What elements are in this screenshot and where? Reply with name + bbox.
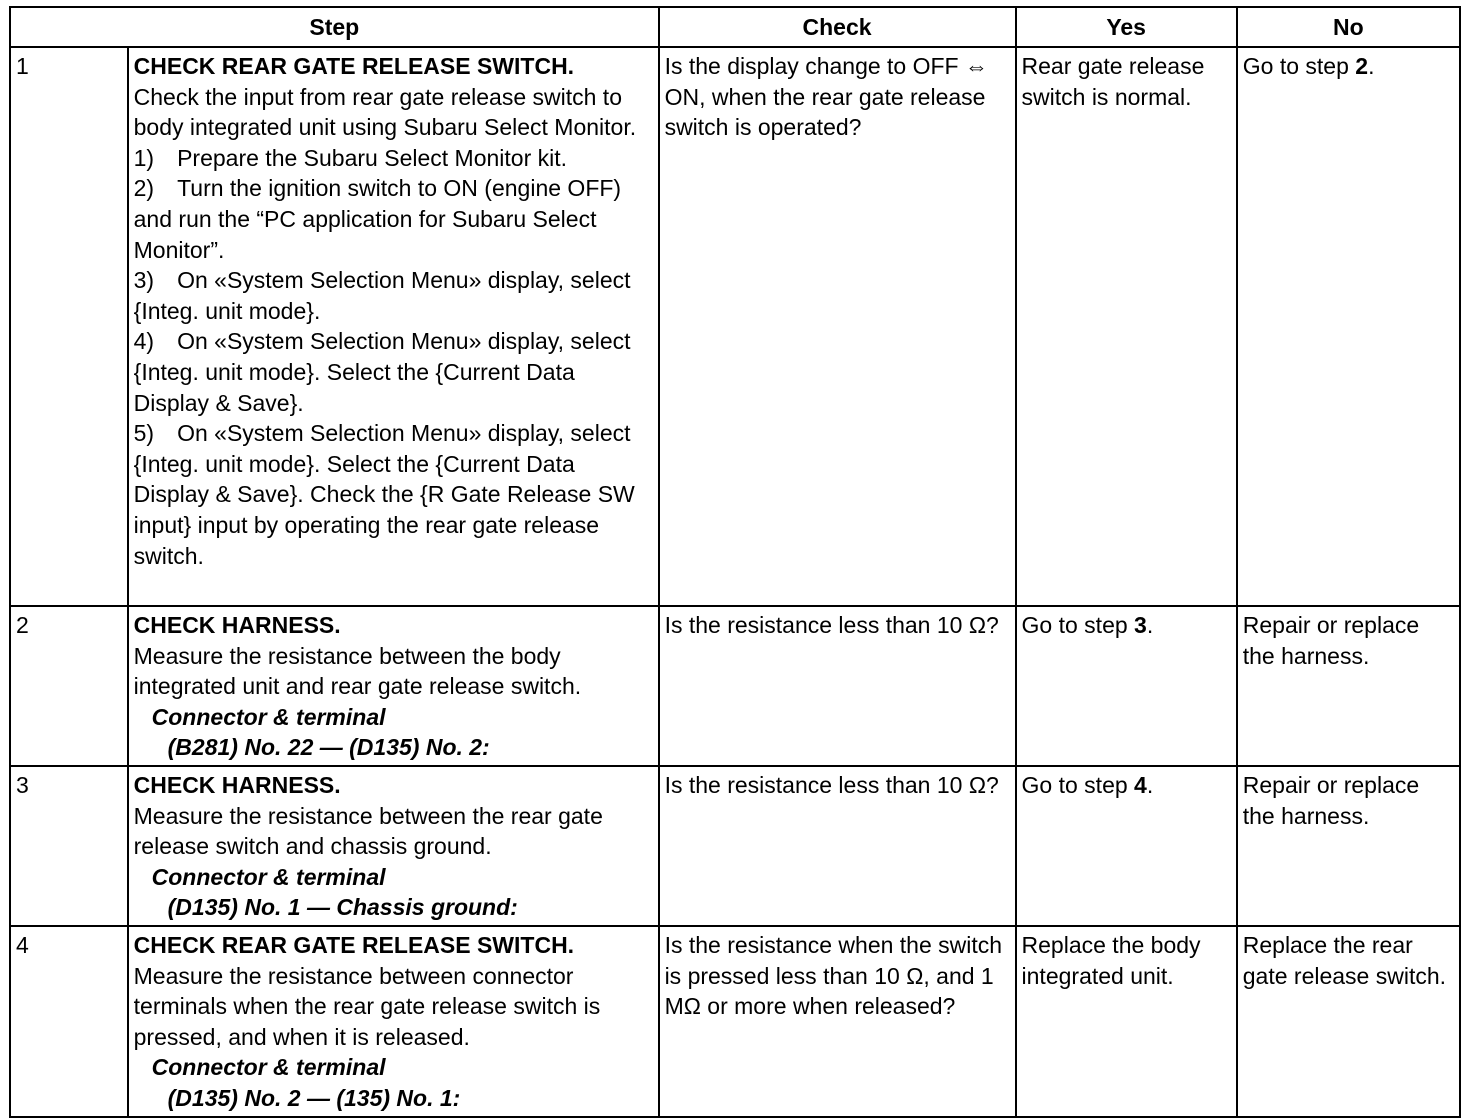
yes-text-end: .: [1146, 612, 1154, 638]
step-reference: 4: [1134, 771, 1147, 798]
header-step: Step: [10, 7, 659, 47]
no-text-end: .: [1368, 53, 1375, 79]
step-number: 4: [10, 926, 128, 1117]
step-reference: 3: [1134, 612, 1147, 638]
check-cell: Is the display change to OFF ⇔ ON, when the rear gate release switch is operated?: [659, 47, 1016, 606]
connector-label: Connector & terminal: [151, 1054, 386, 1081]
step-substep: 1) Prepare the Subaru Select Monitor kit.: [133, 144, 568, 171]
check-cell: Is the resistance when the switch is pressed less than 10 Ω, and 1 MΩ or more when released?: [659, 926, 1016, 1117]
step-number: 1: [10, 47, 128, 606]
table-row: [10, 926, 1460, 1117]
step-title: CHECK REAR GATE RELEASE SWITCH.: [133, 931, 575, 958]
no-cell: [1237, 47, 1460, 606]
step-text: Measure the resistance between the rear gate release switch and chassis ground.: [133, 802, 603, 860]
step-number: 3: [10, 766, 128, 926]
step-description: [128, 926, 659, 1117]
diagnostic-table: [9, 6, 1461, 1118]
step-title: CHECK REAR GATE RELEASE SWITCH.: [133, 53, 575, 79]
step-description: [128, 47, 659, 606]
step-title: CHECK HARNESS.: [133, 771, 341, 798]
step-text: Measure the resistance between the body integrated unit and rear gate release switch.: [133, 642, 582, 700]
step-number: 2: [10, 606, 128, 766]
connector-value: (D135) No. 2 — (135) No. 1:: [167, 1084, 461, 1111]
connector-label: Connector & terminal: [151, 703, 386, 730]
yes-text: Go to step: [1021, 771, 1135, 798]
step-description: [128, 606, 659, 766]
table-row: [10, 606, 1460, 766]
header-yes: Yes: [1016, 7, 1237, 47]
yes-text-end: .: [1146, 771, 1154, 798]
step-substep: 4) On «System Selection Menu» display, select {Integ. unit mode}. Select the {Current Data Display & Save}.: [133, 328, 631, 416]
table-row: [10, 47, 1460, 606]
step-substep: 2) Turn the ignition switch to ON (engine OFF) and run the “PC application for Subaru Select Monitor”.: [133, 175, 622, 263]
step-title: CHECK HARNESS.: [133, 612, 341, 638]
step-text: Measure the resistance between connector terminals when the rear gate release switch is pressed, and when it is released.: [133, 962, 601, 1050]
check-cell: Is the resistance less than 10 Ω?: [659, 766, 1016, 926]
no-text: Go to step: [1242, 53, 1356, 79]
no-cell: Repair or replace the harness.: [1237, 606, 1460, 766]
step-text: Check the input from rear gate release switch to body integrated unit using Subaru Select Monitor.: [133, 83, 637, 141]
connector-label: Connector & terminal: [151, 863, 386, 890]
table-row: [10, 766, 1460, 926]
step-substep: 5) On «System Selection Menu» display, select {Integ. unit mode}. Select the {Current Data Display & Save}. Check the {R Gate Release SW input} input by operating the rear gate release switch.: [133, 420, 635, 569]
header-check: Check: [659, 7, 1016, 47]
step-substep: 3) On «System Selection Menu» display, select {Integ. unit mode}.: [133, 267, 631, 324]
yes-cell: [1016, 606, 1237, 766]
connector-value: (B281) No. 22 — (D135) No. 2:: [167, 734, 490, 761]
yes-cell: Replace the body integrated unit.: [1016, 926, 1237, 1117]
step-reference: 2: [1355, 53, 1369, 79]
yes-cell: Rear gate release switch is normal.: [1016, 47, 1237, 606]
check-cell: Is the resistance less than 10 Ω?: [659, 606, 1016, 766]
yes-text: Go to step: [1021, 612, 1135, 638]
header-row: [10, 7, 1460, 47]
header-no: No: [1237, 7, 1460, 47]
step-description: [128, 766, 659, 926]
no-cell: Repair or replace the harness.: [1237, 766, 1460, 926]
no-cell: Replace the rear gate release switch.: [1237, 926, 1460, 1117]
connector-value: (D135) No. 1 — Chassis ground:: [167, 894, 518, 921]
yes-cell: [1016, 766, 1237, 926]
